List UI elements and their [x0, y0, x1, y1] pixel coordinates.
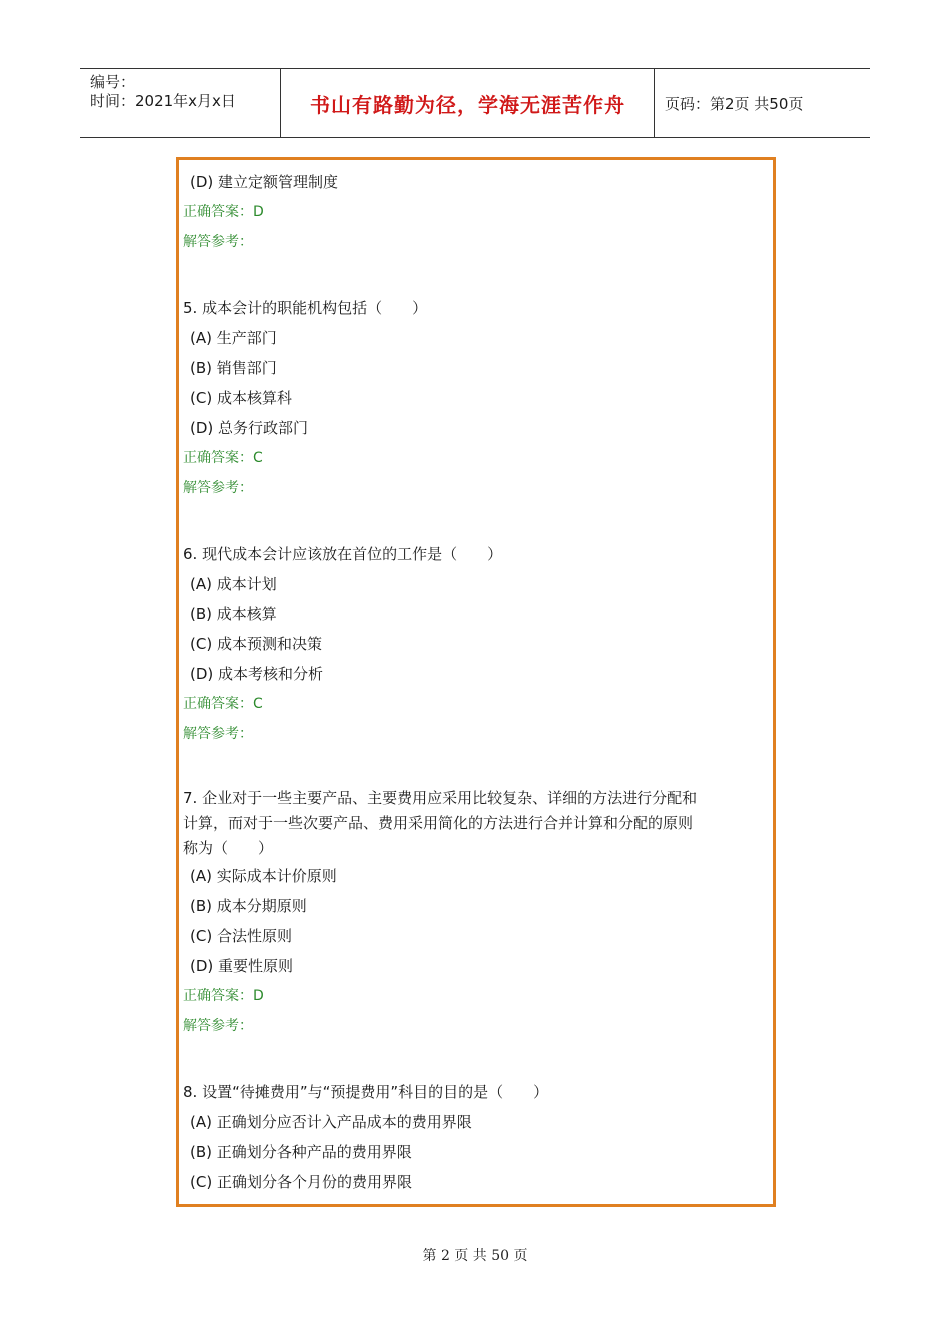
q7-stem-line-1: 7. 企业对于一些主要产品、主要费用应采用比较复杂、详细的方法进行分配和 — [183, 789, 698, 807]
q4-option-d: (D) 建立定额管理制度 — [190, 173, 339, 191]
q7-option-a: (A) 实际成本计价原则 — [190, 867, 337, 885]
q8-option-c: (C) 正确划分各个月份的费用界限 — [190, 1173, 412, 1191]
q6-option-b: (B) 成本核算 — [190, 605, 277, 623]
q5-answer: 正确答案：C — [183, 450, 263, 466]
q5-option-c: (C) 成本核算科 — [190, 389, 292, 407]
q6-stem: 6. 现代成本会计应该放在首位的工作是（ ） — [183, 545, 503, 563]
q6-option-a: (A) 成本计划 — [190, 575, 277, 593]
q5-option-a: (A) 生产部门 — [190, 329, 277, 347]
q6-option-d: (D) 成本考核和分析 — [190, 665, 324, 683]
header-motto-cell — [281, 69, 655, 137]
q7-stem-line-2: 计算，而对于一些次要产品、费用采用简化的方法进行合并计算和分配的原则 — [183, 814, 694, 832]
page-header — [80, 68, 870, 138]
q7-answer: 正确答案：D — [183, 988, 264, 1004]
q7-reference: 解答参考： — [183, 1018, 253, 1034]
q4-reference: 解答参考： — [183, 234, 253, 250]
page-number-label: 页码：第2页 共50页 — [665, 94, 804, 113]
q8-stem: 8. 设置“待摊费用”与“预提费用”科目的目的是（ ） — [183, 1083, 549, 1101]
q7-stem-line-3: 称为（ ） — [183, 839, 274, 857]
q7-option-b: (B) 成本分期原则 — [190, 897, 307, 915]
q5-option-d: (D) 总务行政部门 — [190, 419, 309, 437]
q5-option-b: (B) 销售部门 — [190, 359, 277, 377]
q7-option-d: (D) 重要性原则 — [190, 957, 294, 975]
number-label: 编号： — [90, 73, 136, 91]
q8-option-a: (A) 正确划分应否计入产品成本的费用界限 — [190, 1113, 472, 1131]
motto: 书山有路勤为径，学海无涯苦作舟 — [310, 92, 625, 117]
page-footer: 第 2 页 共 50 页 — [422, 1248, 528, 1264]
header-page-cell — [655, 69, 870, 137]
header-meta-cell — [80, 69, 281, 137]
q5-reference: 解答参考： — [183, 480, 253, 496]
q7-option-c: (C) 合法性原则 — [190, 927, 292, 945]
q5-stem: 5. 成本会计的职能机构包括（ ） — [183, 299, 428, 317]
q6-option-c: (C) 成本预测和决策 — [190, 635, 322, 653]
q6-reference: 解答参考： — [183, 726, 253, 742]
q6-answer: 正确答案：C — [183, 696, 263, 712]
q4-answer: 正确答案：D — [183, 204, 264, 220]
q8-option-b: (B) 正确划分各种产品的费用界限 — [190, 1143, 412, 1161]
time-label: 时间：2021年x月x日 — [90, 92, 236, 110]
